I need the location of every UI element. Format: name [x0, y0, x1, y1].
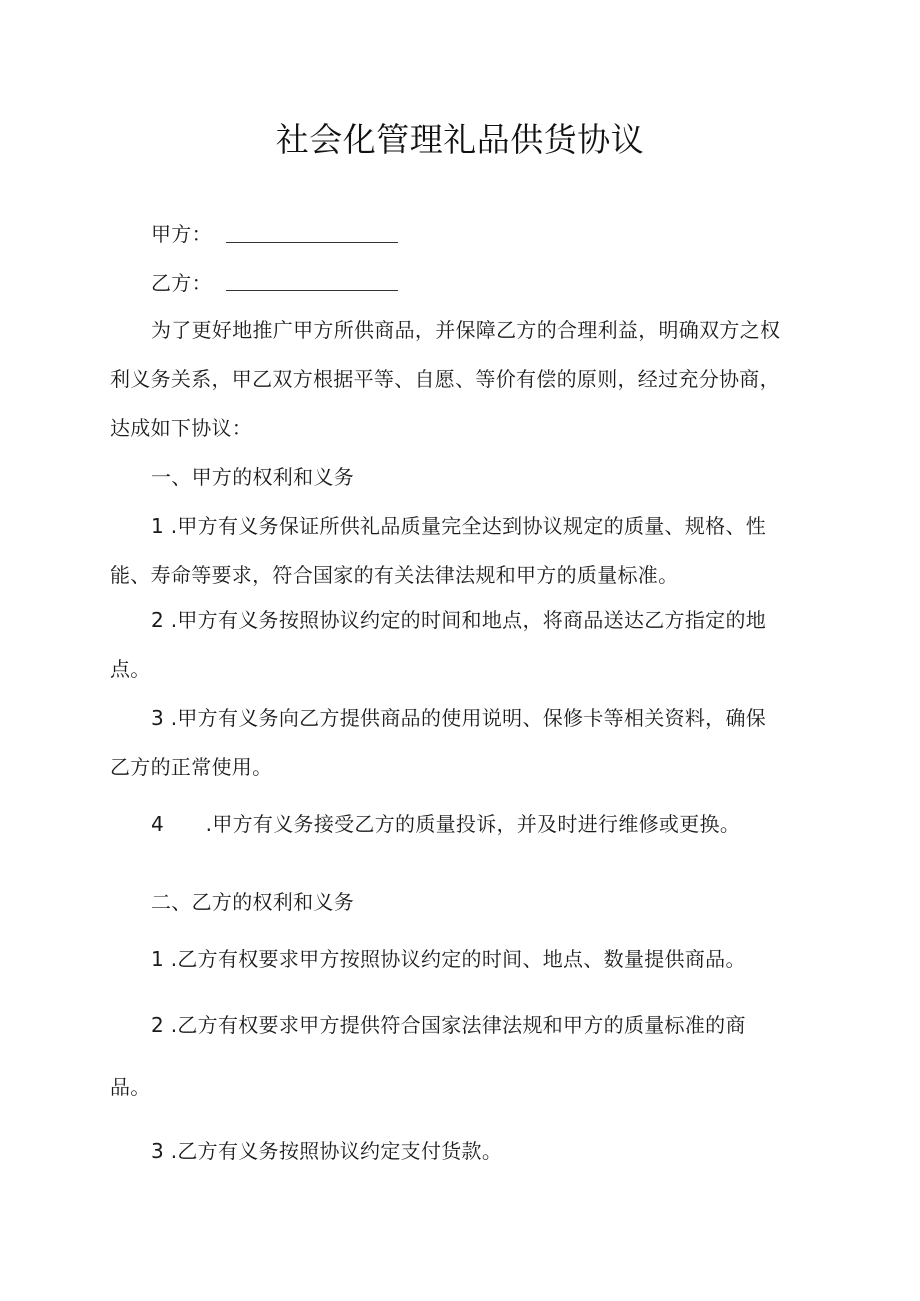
- item-number: 3: [151, 1139, 165, 1163]
- item-text: .甲方有义务向乙方提供商品的使用说明、保修卡等相关资料，确保: [170, 706, 767, 730]
- party-a-blank: [226, 242, 398, 243]
- section-1-item-1-cont: 能、寿命等要求，符合国家的有关法律法规和甲方的质量标准。: [110, 563, 679, 587]
- item-text: .乙方有义务按照协议约定支付货款。: [170, 1139, 503, 1163]
- section-2-item-2-cont: 品。: [110, 1075, 151, 1099]
- section-1-heading: 一、甲方的权利和义务: [151, 465, 354, 489]
- section-1-item-3: [151, 706, 766, 730]
- intro-line-2: 利义务关系，甲乙双方根据平等、自愿、等价有偿的原则，经过充分协商，: [110, 367, 780, 391]
- party-a-label: 甲方：: [151, 222, 212, 246]
- section-1-item-2-cont: 点。: [110, 657, 151, 681]
- section-1-item-2: [151, 608, 766, 632]
- item-number: 3: [151, 706, 165, 730]
- section-1-item-3-cont: 乙方的正常使用。: [110, 755, 273, 779]
- party-b-label: 乙方：: [151, 271, 212, 295]
- item-text: .甲方有义务接受乙方的质量投诉，并及时进行维修或更换。: [205, 812, 741, 836]
- intro-line-3: 达成如下协议：: [110, 416, 253, 440]
- document-title: 社会化管理礼品供货协议: [275, 120, 645, 159]
- section-2-heading: 二、乙方的权利和义务: [151, 890, 354, 914]
- intro-line-1: 为了更好地推广甲方所供商品，并保障乙方的合理利益，明确双方之权: [151, 318, 781, 342]
- item-text: .甲方有义务保证所供礼品质量完全达到协议规定的质量、规格、性: [170, 514, 767, 538]
- section-2-item-1: [151, 947, 746, 971]
- section-1-item-4: [151, 812, 740, 836]
- section-2-item-3: [151, 1139, 502, 1163]
- item-text: .乙方有权要求甲方提供符合国家法律法规和甲方的质量标准的商: [170, 1013, 746, 1037]
- item-number: 2: [151, 1013, 165, 1037]
- item-text: .甲方有义务按照协议约定的时间和地点，将商品送达乙方指定的地: [170, 608, 767, 632]
- section-2-item-2: [151, 1013, 746, 1037]
- item-number: 1: [151, 514, 165, 538]
- item-number: 4: [151, 812, 165, 836]
- party-b-blank: [226, 290, 398, 291]
- section-1-item-1: [151, 514, 766, 538]
- item-number: 2: [151, 608, 165, 632]
- item-number: 1: [151, 947, 165, 971]
- item-text: .乙方有权要求甲方按照协议约定的时间、地点、数量提供商品。: [170, 947, 746, 971]
